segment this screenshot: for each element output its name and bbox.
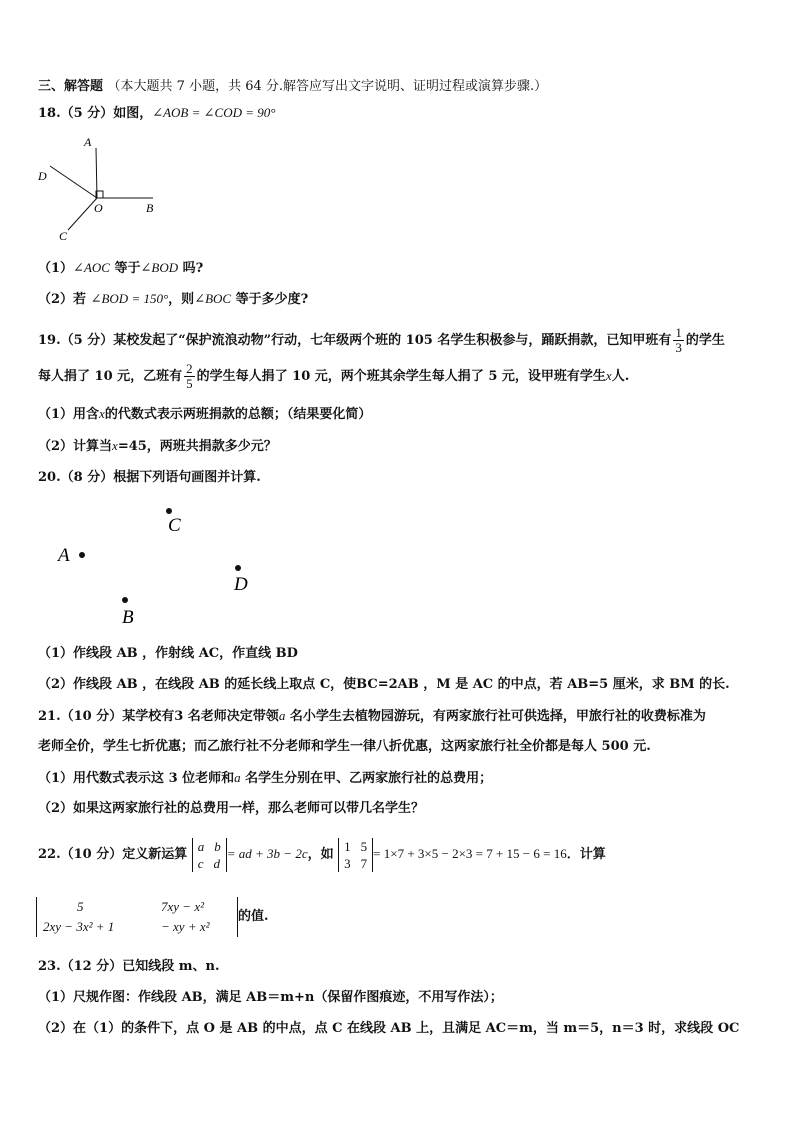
label-c: C — [59, 229, 68, 243]
q21-p1-var-a: a — [234, 770, 241, 785]
q19-text2-end: 人. — [611, 369, 630, 384]
q19-p2b: =45，两班共捐款多少元？ — [117, 439, 277, 454]
q21-var-a: a — [278, 708, 286, 723]
q22-mid: ，如 — [307, 847, 334, 862]
det-b: b — [214, 838, 221, 854]
det2-22: − xy + x² — [161, 918, 210, 934]
fraction-one-third — [673, 326, 684, 355]
q18-p2-prefix: （2）若 — [38, 292, 91, 307]
q19-part1 — [38, 405, 371, 424]
point-a — [79, 552, 85, 558]
label-d: D — [38, 169, 47, 183]
fraction-two-fifths — [184, 362, 195, 391]
q22-example-calc: = 1×7 + 3×5 − 2×3 = 7 + 15 − 6 = 16 — [373, 846, 567, 861]
ray-oc — [68, 198, 97, 230]
q18-figure — [30, 132, 170, 244]
q21-p1b: 名学生分别在甲、乙两家旅行社的总费用； — [240, 771, 493, 786]
section-title: 三、解答题 — [38, 79, 104, 94]
q23-part2: （2）在（1）的条件下，点 O 是 AB 的中点，点 C 在线段 AB 上，且满足 AC＝m，当 m＝5，n＝3 时，求线段 OC — [38, 1021, 740, 1036]
q19-line2 — [38, 362, 629, 391]
q18-p2-given: ∠BOD = 150° — [90, 291, 169, 306]
q18-p1-end: 吗? — [178, 261, 204, 276]
q21-part1 — [38, 769, 492, 788]
q18-p1-angle-b: ∠BOD — [140, 260, 179, 275]
ex-22: 7 — [360, 855, 368, 871]
q21-line2: 老师全价，学生七折优惠；而乙旅行社不分老师和学生一律八折优惠，这两家旅行社全价都是每人 500 元. — [38, 739, 651, 754]
ex-12: 5 — [360, 838, 368, 854]
determinant-example — [338, 838, 373, 872]
q19-p1b: 的代数式表示两班捐款的总额；（结果要化简） — [104, 407, 372, 422]
q19-p1a: （1）用含 — [38, 407, 100, 422]
q22-line1 — [38, 834, 606, 875]
q19-text2b: 的学生每人捐了 10 元，两个班其余学生每人捐了 5 元，设甲班有学生 — [196, 369, 606, 384]
label-point-b: B — [122, 607, 134, 628]
q22-tail: 的值. — [238, 909, 269, 924]
q22-end: ．计算 — [566, 847, 606, 862]
q23-heading: 23.（12 分）已知线段 m、n. — [38, 959, 220, 974]
determinant-compute — [36, 897, 238, 937]
q18-formula: ∠AOB = ∠COD = 90° — [152, 105, 276, 120]
q21-line1 — [38, 707, 706, 726]
q18-head: 18.（5 分）如图， — [38, 106, 153, 121]
q19-part2 — [38, 437, 277, 456]
point-b — [122, 597, 128, 603]
frac1-num: 1 — [675, 325, 682, 340]
label-point-a: A — [58, 545, 70, 566]
q20-figure — [50, 500, 280, 630]
label-point-d: D — [234, 574, 248, 595]
label-b: B — [146, 201, 154, 215]
point-c — [166, 508, 172, 514]
frac2-num: 2 — [186, 361, 193, 376]
q18-p2-mid: ，则 — [168, 292, 195, 307]
q19-var-x: x — [605, 368, 612, 383]
ex-11: 1 — [344, 838, 351, 854]
q18-part1 — [38, 259, 203, 278]
q20-heading: 20.（8 分）根据下列语句画图并计算. — [38, 470, 261, 485]
q19-p1-var-x: x — [99, 406, 105, 421]
q18-heading — [38, 104, 275, 123]
determinant-abcd — [192, 838, 227, 872]
q19-text2a: 每人捐了 10 元，乙班有 — [38, 369, 183, 384]
q22-definition: = ad + 3b − 2c — [226, 846, 308, 861]
label-point-c: C — [168, 515, 181, 536]
section-heading — [38, 78, 547, 96]
q23-part1: （1）尺规作图：作线段 AB，满足 AB＝m+n（保留作图痕迹，不用写作法）； — [38, 990, 503, 1005]
section-note: （本大题共 7 小题，共 64 分.解答应写出文字说明、证明过程或演算步骤.） — [107, 79, 548, 94]
ray-od — [50, 166, 97, 198]
frac1-den: 3 — [675, 340, 682, 355]
q19-text1: 19.（5 分）某校发起了“保护流浪动物”行动，七年级两个班的 105 名学生积极参与，踊跃捐款，已知甲班有 — [38, 333, 672, 348]
q18-p1-angle-a: ∠AOC — [73, 260, 110, 275]
det-d: d — [213, 855, 221, 871]
q20-part2: （2）作线段 AB ，在线段 AB 的延长线上取点 C，使BC=2AB ，M 是 AC 的中点，若 AB=5 厘米，求 BM 的长. — [38, 677, 730, 692]
q19-p2a: （2）计算当 — [38, 439, 113, 454]
label-o: O — [94, 201, 103, 215]
q22-head: 22.（10 分）定义新运算 — [38, 847, 188, 862]
q18-p2-end: 等于多少度? — [231, 292, 309, 307]
ex-21: 3 — [344, 855, 351, 871]
q19-line1 — [38, 326, 725, 355]
det-c: c — [197, 855, 204, 871]
q21-text1b: 名小学生去植物园游玩，有两家旅行社可供选择，甲旅行社的收费标准为 — [285, 709, 706, 724]
det2-11: 5 — [77, 898, 84, 914]
q21-text1a: 21.（10 分）某学校有3 名老师决定带领 — [38, 709, 279, 724]
det-a: a — [197, 838, 205, 854]
frac2-den: 5 — [186, 376, 193, 391]
q18-p1-prefix: （1） — [38, 261, 74, 276]
q21-p1a: （1）用代数式表示这 3 位老师和 — [38, 771, 235, 786]
det2-21: 2xy − 3x² + 1 — [43, 918, 115, 934]
q19-text1-end: 的学生 — [685, 333, 725, 348]
q21-part2: （2）如果这两家旅行社的总费用一样，那么老师可以带几名学生？ — [38, 801, 425, 816]
q18-p2-angle: ∠BOC — [194, 291, 232, 306]
q22-line2 — [38, 895, 269, 939]
q18-p1-mid: 等于 — [109, 261, 141, 276]
q19-p2-var-x: x — [112, 438, 118, 453]
q20-part1: （1）作线段 AB ，作射线 AC，作直线 BD — [38, 646, 298, 661]
q18-part2 — [38, 290, 308, 309]
point-d — [235, 565, 241, 571]
det2-12: 7xy − x² — [161, 898, 204, 914]
label-a: A — [84, 135, 92, 149]
